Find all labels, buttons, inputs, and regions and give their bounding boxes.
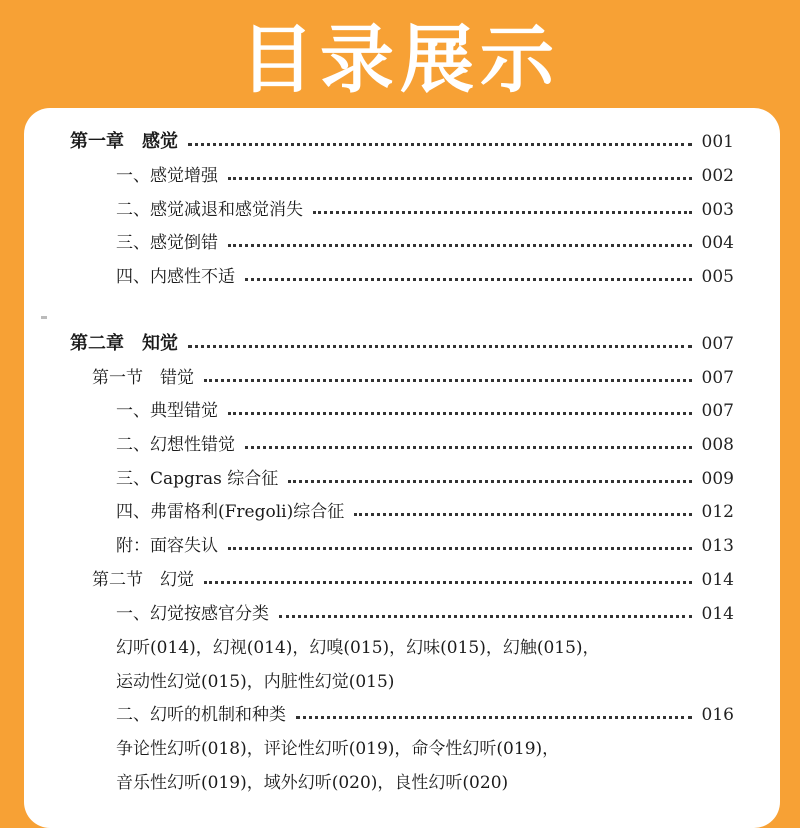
toc-chapter-2 bbox=[70, 328, 734, 360]
toc-label: 第二节 幻觉 bbox=[92, 570, 194, 590]
toc-item bbox=[116, 194, 734, 226]
toc-leader-dots bbox=[245, 446, 692, 449]
toc-card bbox=[24, 108, 780, 828]
toc-item bbox=[116, 530, 734, 562]
toc-item bbox=[116, 429, 734, 461]
toc-page-number: 016 bbox=[701, 705, 734, 725]
toc-item bbox=[116, 160, 734, 192]
toc-leader-dots bbox=[228, 244, 692, 247]
toc-page-number: 007 bbox=[701, 368, 734, 388]
toc-page-number: 002 bbox=[701, 166, 734, 186]
toc-leader-dots bbox=[313, 211, 692, 214]
toc-leader-dots bbox=[228, 412, 692, 415]
toc-subentries: 争论性幻听(018)，评论性幻听(019)，命令性幻听(019)， bbox=[116, 739, 560, 759]
toc-label: 四、内感性不适 bbox=[116, 267, 235, 287]
toc-label: 附：面容失认 bbox=[116, 536, 218, 556]
toc-leader-dots bbox=[296, 716, 692, 719]
toc-label: 第二章 知觉 bbox=[70, 333, 178, 354]
toc-page-number: 014 bbox=[701, 604, 734, 624]
toc-label: 二、幻想性错觉 bbox=[116, 435, 235, 455]
toc-page-number: 001 bbox=[701, 132, 734, 152]
toc-leader-dots bbox=[204, 581, 692, 584]
toc-leader-dots bbox=[204, 379, 692, 382]
margin-mark bbox=[41, 316, 47, 319]
toc-subentries: 幻听(014)，幻视(014)，幻嗅(015)，幻味(015)，幻触(015)， bbox=[116, 638, 600, 658]
toc-leader-dots bbox=[228, 177, 692, 180]
toc-item bbox=[116, 496, 734, 528]
toc-leader-dots bbox=[288, 480, 691, 483]
page-title: 目录展示 bbox=[240, 17, 560, 103]
toc-item bbox=[116, 463, 734, 495]
toc-section bbox=[92, 564, 734, 596]
toc-label: 一、典型错觉 bbox=[116, 401, 218, 421]
toc-page-number: 003 bbox=[701, 200, 734, 220]
toc-leader-dots bbox=[188, 143, 692, 146]
toc-page-number: 012 bbox=[701, 502, 734, 522]
toc-item bbox=[116, 261, 734, 293]
toc-leader-dots bbox=[279, 615, 692, 618]
toc-leader-dots bbox=[354, 513, 691, 516]
toc-page-number: 005 bbox=[701, 267, 734, 287]
toc-subentries: 运动性幻觉(015)，内脏性幻觉(015) bbox=[116, 672, 395, 692]
toc-page-number: 013 bbox=[701, 536, 734, 556]
toc-label: 三、感觉倒错 bbox=[116, 233, 218, 253]
toc-page-number: 009 bbox=[701, 469, 734, 489]
toc-page-number: 008 bbox=[701, 435, 734, 455]
toc-label: 二、幻听的机制和种类 bbox=[116, 705, 286, 725]
toc-leader-dots bbox=[188, 345, 692, 348]
toc-page-number: 014 bbox=[701, 570, 734, 590]
toc-label: 一、感觉增强 bbox=[116, 166, 218, 186]
toc-item bbox=[116, 227, 734, 259]
toc-label: 一、幻觉按感官分类 bbox=[116, 604, 269, 624]
toc-label: 第一节 错觉 bbox=[92, 368, 194, 388]
toc-label: 四、弗雷格利(Fregoli)综合征 bbox=[116, 502, 345, 522]
toc-page-number: 007 bbox=[701, 334, 734, 354]
toc-item bbox=[116, 395, 734, 427]
toc-subentries: 音乐性幻听(019)，域外幻听(020)，良性幻听(020) bbox=[116, 773, 509, 793]
toc-item bbox=[116, 598, 734, 630]
toc-leader-dots bbox=[245, 278, 692, 281]
toc-chapter-1 bbox=[70, 126, 734, 158]
toc-item bbox=[116, 699, 734, 731]
toc-label: 第一章 感觉 bbox=[70, 131, 178, 152]
toc-section bbox=[92, 362, 734, 394]
toc-label: 二、感觉减退和感觉消失 bbox=[116, 200, 303, 220]
toc-leader-dots bbox=[228, 547, 692, 550]
toc-label: 三、Capgras 综合征 bbox=[116, 469, 279, 489]
toc-page-number: 007 bbox=[701, 401, 734, 421]
toc-page-number: 004 bbox=[701, 233, 734, 253]
